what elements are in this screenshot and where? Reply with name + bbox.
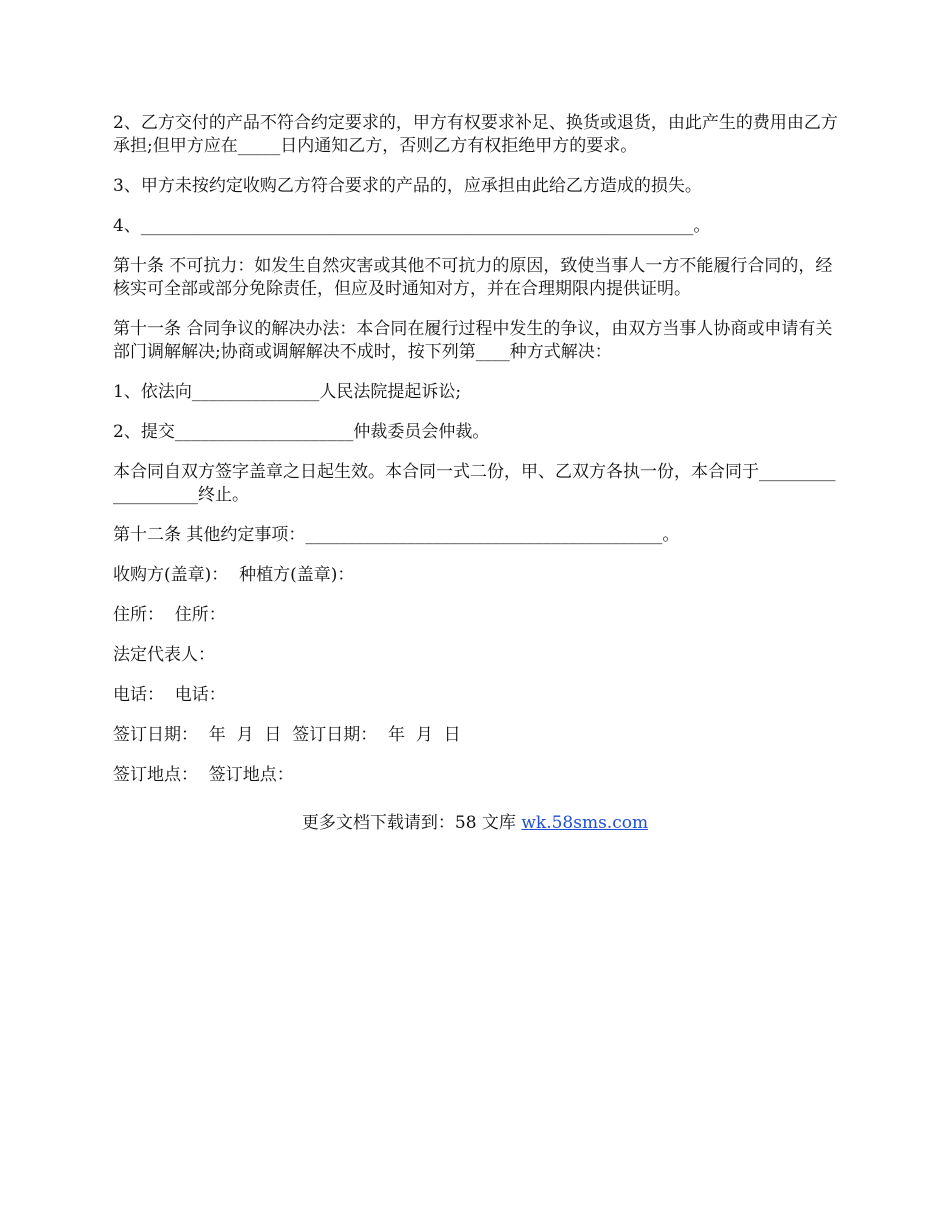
contract-effective-clause: 本合同自双方签字盖章之日起生效。本合同一式二份，甲、乙双方各执一份，本合同于___________________终止。: [113, 462, 836, 505]
signature-seal-line: 收购方(盖章)： 种植方(盖章)：: [113, 565, 355, 585]
article-12-other-matters: 第十二条 其他约定事项：__________________________________________。: [113, 525, 680, 545]
signing-date-line: 签订日期： 年 月 日 签订日期： 年 月 日: [113, 725, 461, 745]
signing-place-line: 签订地点： 签订地点：: [113, 765, 294, 785]
article-11-dispute-resolution: 第十一条 合同争议的解决办法：本合同在履行过程中发生的争议，由双方当事人协商或申请有关部门调解解决;协商或调解解决不成时，按下列第____种方式解决：: [113, 319, 833, 362]
article-10-force-majeure: 第十条 不可抗力：如发生自然灾害或其他不可抗力的原因，致使当事人一方不能履行合同的，经核实可全部或部分免除责任，但应及时通知对方，并在合理期限内提供证明。: [113, 256, 833, 299]
legal-representative-line: 法定代表人：: [113, 645, 215, 665]
footer-text: 更多文档下载请到：58 文库: [301, 813, 522, 833]
download-footer: [0, 812, 950, 835]
dispute-option-litigation: 1、依法向_______________人民法院提起诉讼;: [113, 382, 462, 402]
clause-3-purchase-failure: 3、甲方未按约定收购乙方符合要求的产品的，应承担由此给乙方造成的损失。: [113, 176, 702, 196]
document-body: [113, 112, 841, 804]
dispute-option-arbitration: 2、提交_____________________仲裁委员会仲裁。: [113, 422, 490, 442]
clause-4-blank: 4、_________________________________________________________________。: [113, 216, 711, 236]
footer-link[interactable]: wk.58sms.com: [521, 813, 649, 833]
clause-2-product-defect: 2、乙方交付的产品不符合约定要求的，甲方有权要求补足、换货或退货，由此产生的费用由乙方承担;但甲方应在_____日内通知乙方，否则乙方有权拒绝甲方的要求。: [113, 113, 838, 156]
address-line: 住所： 住所：: [113, 605, 226, 625]
phone-line: 电话： 电话：: [113, 685, 226, 705]
